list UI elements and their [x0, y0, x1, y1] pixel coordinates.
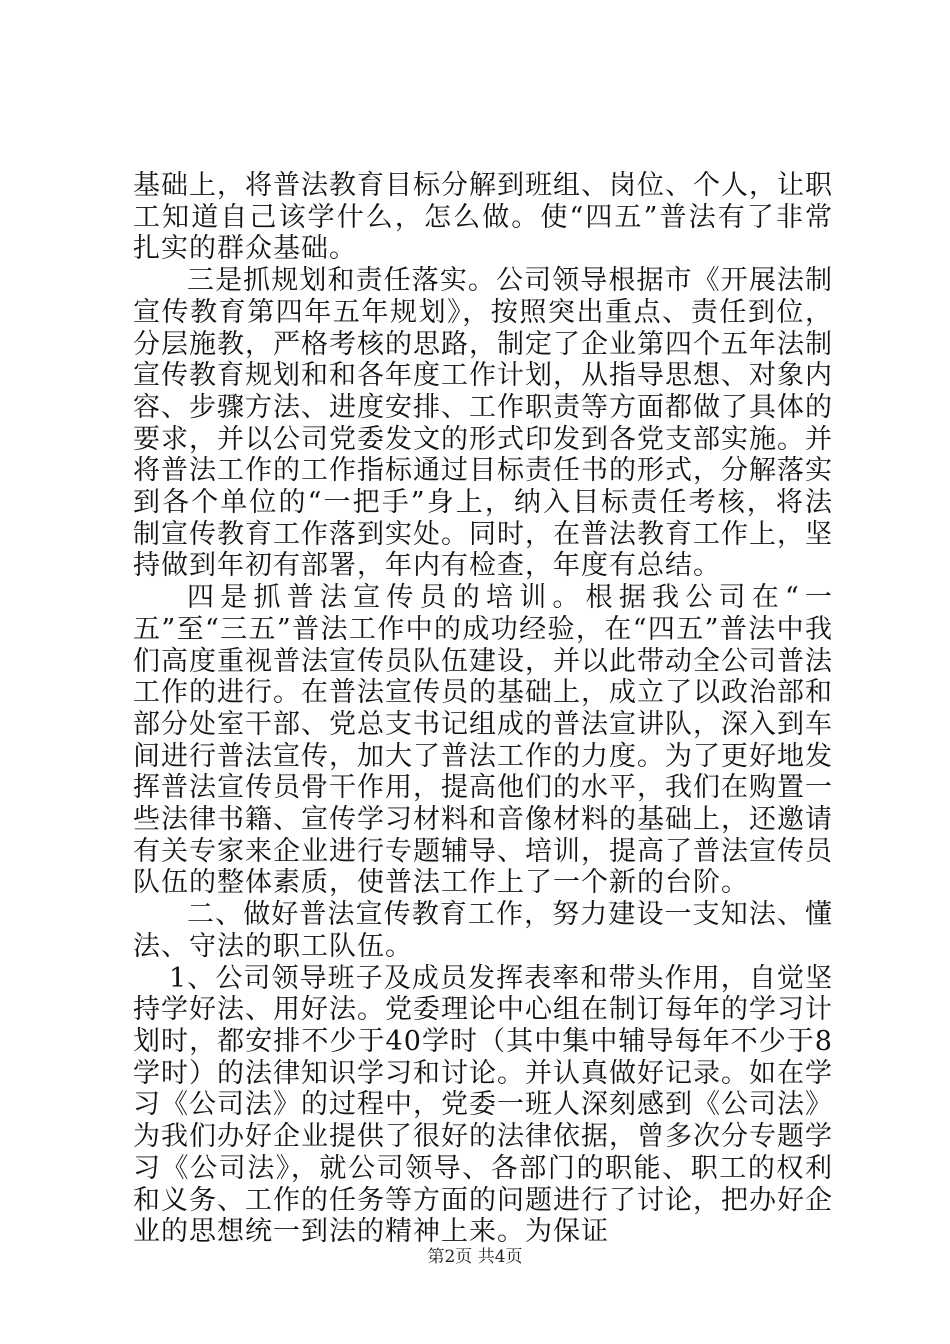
document-body [133, 170, 833, 1248]
page-number-footer: 第2页 共4页 [427, 1247, 523, 1267]
paragraph-continued-mass-basis: 基础上，将普法教育目标分解到班组、岗位、个人，让职工知道自己该学什么，怎么做。使“四五”普法有了非常扎实的群众基础。 [133, 170, 833, 265]
paragraph-planning-responsibility: 三是抓规划和责任落实。公司领导根据市《开展法制宣传教育第四年五年规划》，按照突出重点、责任到位，分层施教，严格考核的思路，制定了企业第四个五年法制宣传教育规划和和各年度工作计划，从指导思想、对象内容、步骤方法、进度安排、工作职责等方面都做了具体的要求，并以公司党委发文的形式印发到各党支部实施。并将普法工作的工作指标通过目标责任书的形式，分解落实到各个单位的“一把手”身上，纳入目标责任考核，将法制宣传教育工作落到实处。同时，在普法教育工作上，坚持做到年初有部署，年内有检查，年度有总结。 [133, 265, 833, 582]
section-heading-two: 二、做好普法宣传教育工作，努力建设一支知法、懂法、守法的职工队伍。 [133, 899, 833, 962]
paragraph-propagandist-training: 四是抓普法宣传员的培训。根据我公司在“一五”至“三五”普法工作中的成功经验，在“四五”普法中我们高度重视普法宣传员队伍建设，并以此带动全公司普法工作的进行。在普法宣传员的基础上，成立了以政治部和部分处室干部、党总支书记组成的普法宣讲队，深入到车间进行普法宣传，加大了普法工作的力度。为了更好地发挥普法宣传员骨干作用，提高他们的水平，我们在购置一些法律书籍、宣传学习材料和音像材料的基础上，还邀请有关专家来企业进行专题辅导、培训，提高了普法宣传员队伍的整体素质，使普法工作上了一个新的台阶。 [133, 582, 833, 899]
paragraph-leadership-example: 1、公司领导班子及成员发挥表率和带头作用，自觉坚持学好法、用好法。党委理论中心组在制订每年的学习计划时，都安排不少于40学时（其中集中辅导每年不少于8学时）的法律知识学习和讨论。并认真做好记录。如在学习《公司法》的过程中，党委一班人深刻感到《公司法》为我们办好企业提供了很好的法律依据，曾多次分专题学习《公司法》，就公司领导、各部门的职能、职工的权利和义务、工作的任务等方面的问题进行了讨论，把办好企业的思想统一到法的精神上来。为保证 [133, 962, 833, 1248]
